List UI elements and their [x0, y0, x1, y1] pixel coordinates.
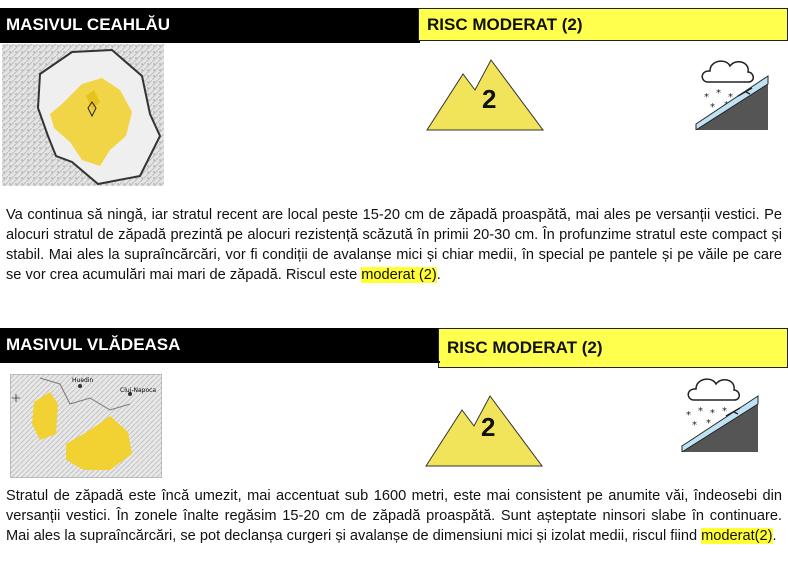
- risk-badge: [418, 8, 788, 41]
- massif-map: [2, 44, 164, 186]
- map-label-huedin: Huedin: [72, 377, 94, 384]
- snowfall-wind-slope-icon: [694, 56, 770, 130]
- svg-text:*: *: [686, 410, 691, 421]
- danger-level-number: 2: [482, 84, 497, 114]
- svg-text:*: *: [710, 102, 715, 113]
- forecast-text-end: .: [436, 267, 441, 283]
- svg-text:*: *: [710, 408, 715, 419]
- massif-name: MASIVUL CEAHLĂU: [6, 14, 171, 34]
- risk-highlight: moderat(2): [701, 528, 773, 544]
- svg-text:*: *: [704, 92, 709, 103]
- header-divider: [0, 361, 440, 363]
- forecast-text: [6, 205, 782, 285]
- svg-text:*: *: [692, 420, 697, 431]
- danger-level-triangle-icon: [424, 392, 544, 468]
- svg-text:*: *: [728, 92, 733, 103]
- danger-level-number: 2: [481, 412, 496, 442]
- forecast-text: [6, 486, 782, 546]
- danger-level-triangle-icon: [425, 56, 545, 132]
- svg-text:*: *: [716, 88, 721, 99]
- forecast-text-body: Stratul de zăpadă este încă umezit, mai accentuat sub 1600 metri, este mai consistent pe anumite văi, îndeosebi din versanții vestici. În zonele înalte regăsim 15-20 cm de zăpadă proaspătă. Sunt așteptate ninsori slabe în continuare. Mai ales la supraîncărcări, se pot declanșa curgeri și avalanșe de dimensiuni mici și izolat medii, riscul fiind: [6, 488, 782, 544]
- forecast-text-end: .: [772, 528, 777, 544]
- forecast-text-body: Va continua să ningă, iar stratul recent are local peste 15-20 cm de zăpadă proaspătă, mai ales pe versanții vestici. Pe alocuri stratul de zăpadă prezintă pe alocuri rezistență scăzută în primii 20-30 cm. În profunzime stratul este compact și stabil. Mai ales la supraîncărcări, vor fi condiții de avalanșe mici și chiar medii, în special pe pantele și pe văile pe care se vor crea acumulări mai mari de zăpadă. Riscul este: [6, 207, 782, 283]
- svg-text:*: *: [698, 406, 703, 417]
- risk-highlight: moderat (2): [361, 267, 437, 283]
- map-label-cluj: Cluj-Napoca: [120, 387, 157, 394]
- snowfall-wind-slope-icon: [680, 374, 760, 452]
- svg-text:*: *: [722, 406, 727, 417]
- bulletin-section-vladeasa: [0, 322, 788, 573]
- svg-text:*: *: [706, 418, 711, 429]
- risk-label: RISC MODERAT (2): [427, 14, 583, 34]
- risk-badge: [438, 328, 788, 368]
- massif-title: [0, 328, 440, 361]
- massif-title: [0, 8, 420, 41]
- header-divider: [0, 41, 420, 43]
- risk-label: RISC MODERAT (2): [447, 338, 603, 357]
- massif-map: [10, 374, 162, 478]
- massif-name: MASIVUL VLĂDEASA: [6, 334, 181, 354]
